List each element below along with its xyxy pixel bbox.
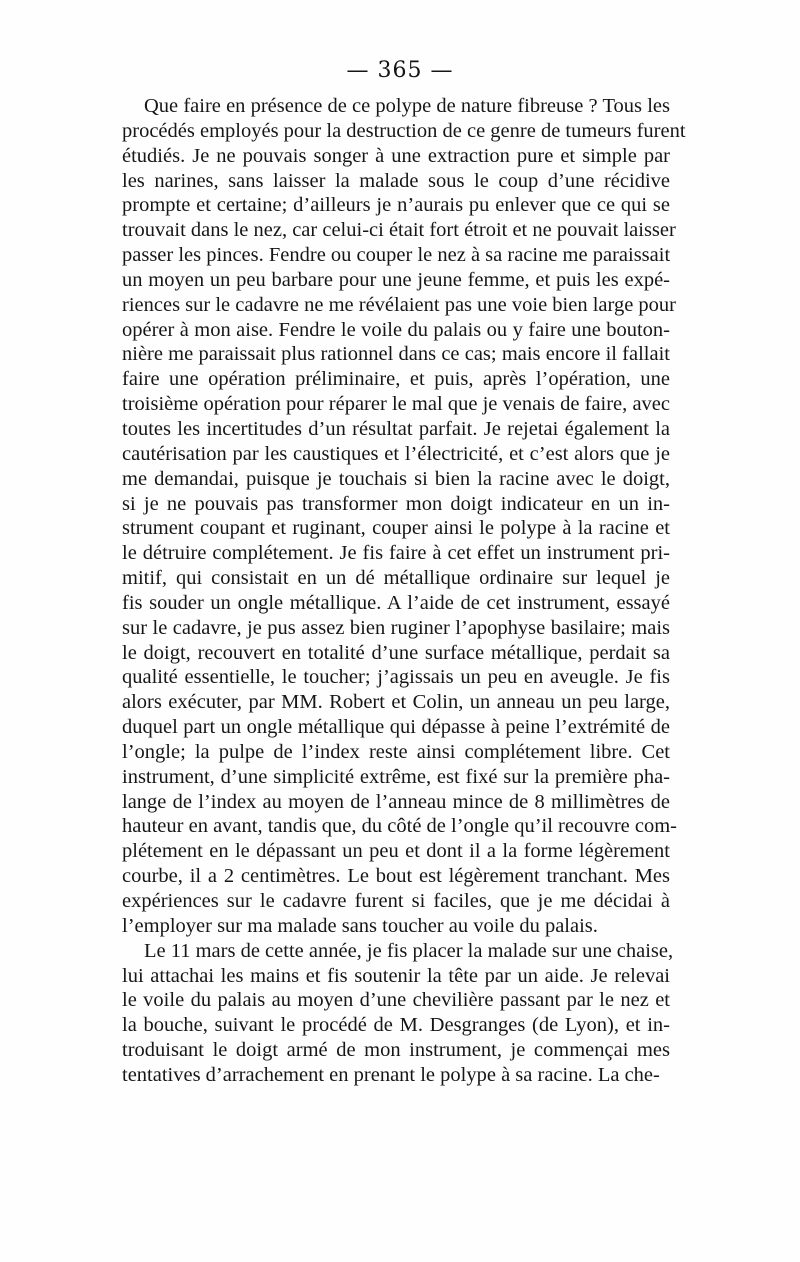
- text-line: tentatives d’arrachement en prenant le polype à sa racine. La che-: [122, 1063, 660, 1086]
- text-line: plétement en le dépassant un peu et dont il a la forme légèrement: [122, 840, 670, 863]
- text-line: courbe, il a 2 centimètres. Le bout est légèrement tranchant. Mes: [122, 865, 670, 888]
- text-line: strument coupant et ruginant, couper ainsi le polype à la racine et: [122, 517, 670, 540]
- text-line: opérer à mon aise. Fendre le voile du palais ou y faire une bouton-: [122, 318, 670, 341]
- text-line: hauteur en avant, tandis que, du côté de l’ongle qu’il recouvre com-: [122, 815, 678, 838]
- text-line: toutes les incertitudes d’un résultat parfait. Je rejetai également la: [122, 417, 670, 440]
- text-line: troisième opération pour réparer le mal que je venais de faire, avec: [122, 393, 670, 416]
- page-number: — 365 —: [346, 58, 454, 83]
- text-line: troduisant le doigt armé de mon instrument, je commençai mes: [122, 1039, 670, 1062]
- text-line: faire une opération préliminaire, et puis, après l’opération, une: [122, 368, 670, 391]
- text-line: prompte et certaine; d’ailleurs je n’aurais pu enlever que ce qui se: [122, 194, 670, 217]
- text-line: l’ongle; la pulpe de l’index reste ainsi complétement libre. Cet: [122, 740, 670, 763]
- text-line: la bouche, suivant le procédé de M. Desgranges (de Lyon), et in-: [122, 1014, 670, 1037]
- text-line: riences sur le cadavre ne me révélaient pas une voie bien large pour: [122, 293, 677, 316]
- text-line: sur le cadavre, je pus assez bien ruginer l’apophyse basilaire; mais: [122, 616, 670, 639]
- text-line: un moyen un peu barbare pour une jeune femme, et puis les expé-: [122, 268, 670, 291]
- text-line: cautérisation par les caustiques et l’électricité, et c’est alors que je: [122, 442, 670, 465]
- text-line: Que faire en présence de ce polype de nature fibreuse ? Tous les: [144, 95, 670, 117]
- text-line: trouvait dans le nez, car celui-ci était fort étroit et ne pouvait laisser: [122, 219, 676, 242]
- text-line: le détruire complétement. Je fis faire à cet effet un instrument pri-: [122, 542, 670, 565]
- text-line: qualité essentielle, le toucher; j’agissais un peu en aveugle. Je fis: [122, 666, 670, 689]
- text-line: passer les pinces. Fendre ou couper le nez à sa racine me paraissait: [122, 244, 671, 267]
- text-line: mitif, qui consistait en un dé métallique ordinaire sur lequel je: [122, 567, 670, 590]
- text-line: le doigt, recouvert en totalité d’une surface métallique, perdait sa: [122, 641, 670, 664]
- text-line: expériences sur le cadavre furent si faciles, que je me décidai à: [122, 890, 670, 912]
- text-line: les narines, sans laisser la malade sous le coup d’une récidive: [122, 169, 670, 192]
- text-line: nière me paraissait plus rationnel dans ce cas; mais encore il fallait: [122, 343, 670, 366]
- text-line: lange de l’index au moyen de l’anneau mince de 8 millimètres de: [122, 790, 670, 813]
- text-line: procédés employés pour la destruction de ce genre de tumeurs furent: [122, 119, 686, 142]
- text-line: fis souder un ongle métallique. A l’aide de cet instrument, essayé: [122, 591, 670, 614]
- text-line: Le 11 mars de cette année, je fis placer la malade sur une chaise,: [144, 939, 674, 962]
- body-text: [122, 94, 686, 1088]
- text-line: lui attachai les mains et fis soutenir la tête par un aide. Je relevai: [122, 964, 670, 987]
- text-line: me demandai, puisque je touchais si bien la racine avec le doigt,: [122, 467, 670, 490]
- text-line: si je ne pouvais pas transformer mon doigt indicateur en un in-: [122, 492, 670, 515]
- text-line: étudiés. Je ne pouvais songer à une extraction pure et simple par: [122, 144, 670, 167]
- text-line: duquel part un ongle métallique qui dépasse à peine l’extrémité de: [122, 716, 670, 739]
- text-line: alors exécuter, par MM. Robert et Colin, un anneau un peu large,: [122, 691, 670, 714]
- text-line: l’employer sur ma malade sans toucher au voile du palais.: [122, 914, 598, 937]
- text-line: instrument, d’une simplicité extrême, est fixé sur la première pha-: [122, 765, 670, 788]
- text-line: le voile du palais au moyen d’une chevilière passant par le nez et: [122, 989, 670, 1012]
